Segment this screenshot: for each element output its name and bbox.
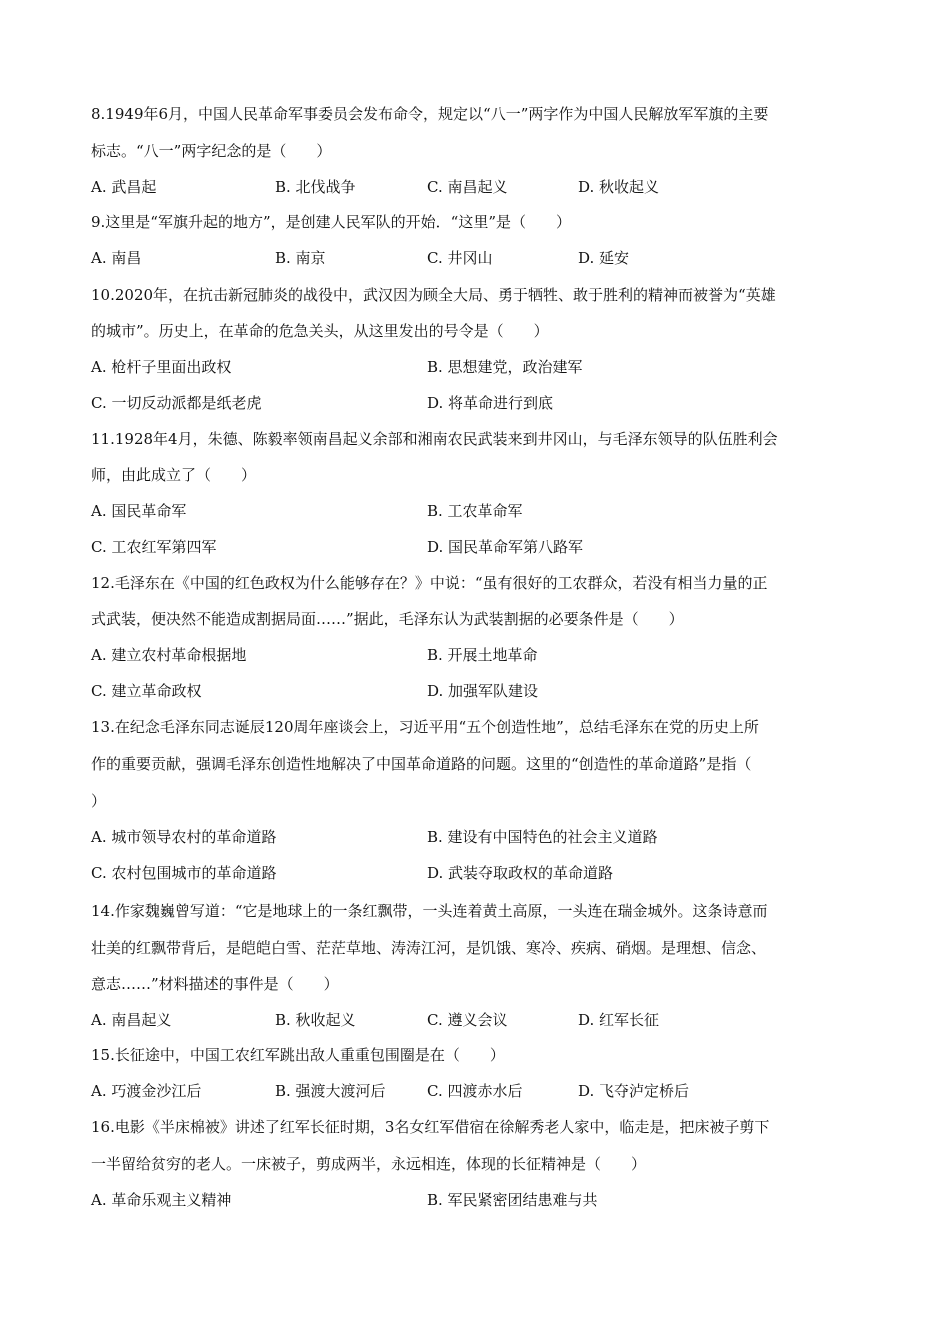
question-14-line-2: 壮美的红飘带背后，是皑皑白雪、茫茫草地、涛涛江河，是饥饿、寒冷、疾病、硝烟。是理想、信念、 — [91, 939, 767, 957]
question-13-line-2: 作的重要贡献，强调毛泽东创造性地解决了中国革命道路的问题。这里的“创造性的革命道路”是指（ — [91, 755, 752, 773]
question-9-option-a: A. 南昌 — [91, 249, 142, 267]
question-11-option-c: C. 工农红军第四军 — [91, 538, 217, 556]
question-15-line-1: 15.长征途中，中国工农红军跳出敌人重重包围圈是在（ ） — [91, 1046, 505, 1064]
question-8-line-1: 8.1949年6月，中国人民革命军事委员会发布命令，规定以“八一”两字作为中国人民解放军军旗的主要 — [91, 105, 769, 123]
question-10-line-2: 的城市”。历史上，在革命的危急关头，从这里发出的号令是（ ） — [91, 322, 549, 340]
question-10-option-d: D. 将革命进行到底 — [427, 394, 554, 412]
question-9-line-1: 9.这里是“军旗升起的地方”，是创建人民军队的开始．“这里”是（ ） — [91, 213, 571, 231]
question-15-option-c: C. 四渡赤水后 — [427, 1082, 523, 1100]
question-10-option-b: B. 思想建党，政治建军 — [427, 358, 583, 376]
question-10-line-1: 10.2020年，在抗击新冠肺炎的战役中，武汉因为顾全大局、勇于牺牲、敢于胜利的精神而被誉为“英雄 — [91, 286, 776, 304]
question-11-option-d: D. 国民革命军第八路军 — [427, 538, 584, 556]
question-10-option-a: A. 枪杆子里面出政权 — [91, 358, 232, 376]
question-13-option-b: B. 建设有中国特色的社会主义道路 — [427, 828, 658, 846]
question-16-option-a: A. 革命乐观主义精神 — [91, 1191, 232, 1209]
question-10-option-c: C. 一切反动派都是纸老虎 — [91, 394, 262, 412]
question-11-option-a: A. 国民革命军 — [91, 502, 187, 520]
question-12-line-2: 式武装，便决然不能造成割据局面……”据此，毛泽东认为武装割据的必要条件是（ ） — [91, 610, 684, 628]
question-12-option-d: D. 加强军队建设 — [427, 682, 539, 700]
question-8-option-c: C. 南昌起义 — [427, 178, 508, 196]
question-8-option-b: B. 北伐战争 — [275, 178, 356, 196]
question-13-option-a: A. 城市领导农村的革命道路 — [91, 828, 277, 846]
question-8-line-2: 标志。“八一”两字纪念的是（ ） — [91, 142, 332, 160]
question-12-option-c: C. 建立革命政权 — [91, 682, 202, 700]
question-9-option-d: D. 延安 — [578, 249, 630, 267]
question-11-line-1: 11.1928年4月，朱德、陈毅率领南昌起义余部和湘南农民武装来到井冈山，与毛泽东领导的队伍胜利会 — [91, 430, 778, 448]
question-14-option-c: C. 遵义会议 — [427, 1011, 508, 1029]
question-9-option-c: C. 井冈山 — [427, 249, 493, 267]
question-14-option-d: D. 红军长征 — [578, 1011, 660, 1029]
question-14-line-3: 意志……”材料描述的事件是（ ） — [91, 975, 339, 993]
question-14-line-1: 14.作家魏巍曾写道：“它是地球上的一条红飘带，一头连着黄土高原，一头连在瑞金城外。这条诗意而 — [91, 902, 768, 920]
question-16-option-b: B. 军民紧密团结患难与共 — [427, 1191, 598, 1209]
question-12-option-b: B. 开展土地革命 — [427, 646, 538, 664]
question-8-option-a: A. 武昌起 — [91, 178, 157, 196]
question-14-option-a: A. 南昌起义 — [91, 1011, 172, 1029]
question-15-option-d: D. 飞夺泸定桥后 — [578, 1082, 690, 1100]
question-11-line-2: 师，由此成立了（ ） — [91, 466, 257, 484]
question-16-line-2: 一半留给贫穷的老人。一床被子，剪成两半，永远相连，体现的长征精神是（ ） — [91, 1155, 647, 1173]
question-15-option-b: B. 强渡大渡河后 — [275, 1082, 386, 1100]
question-13-line-3: ） — [91, 792, 107, 810]
question-11-option-b: B. 工农革命军 — [427, 502, 523, 520]
question-15-option-a: A. 巧渡金沙江后 — [91, 1082, 202, 1100]
question-13-line-1: 13.在纪念毛泽东同志诞辰120周年座谈会上，习近平用“五个创造性地”，总结毛泽东在党的历史上所 — [91, 718, 759, 736]
question-13-option-d: D. 武装夺取政权的革命道路 — [427, 864, 614, 882]
question-14-option-b: B. 秋收起义 — [275, 1011, 356, 1029]
question-13-option-c: C. 农村包围城市的革命道路 — [91, 864, 277, 882]
question-8-option-d: D. 秋收起义 — [578, 178, 660, 196]
question-9-option-b: B. 南京 — [275, 249, 326, 267]
question-12-line-1: 12.毛泽东在《中国的红色政权为什么能够存在？》中说：“虽有很好的工农群众，若没有相当力量的正 — [91, 574, 768, 592]
question-12-option-a: A. 建立农村革命根据地 — [91, 646, 247, 664]
question-16-line-1: 16.电影《半床棉被》讲述了红军长征时期，3名女红军借宿在徐解秀老人家中，临走是，把床被子剪下 — [91, 1118, 770, 1136]
